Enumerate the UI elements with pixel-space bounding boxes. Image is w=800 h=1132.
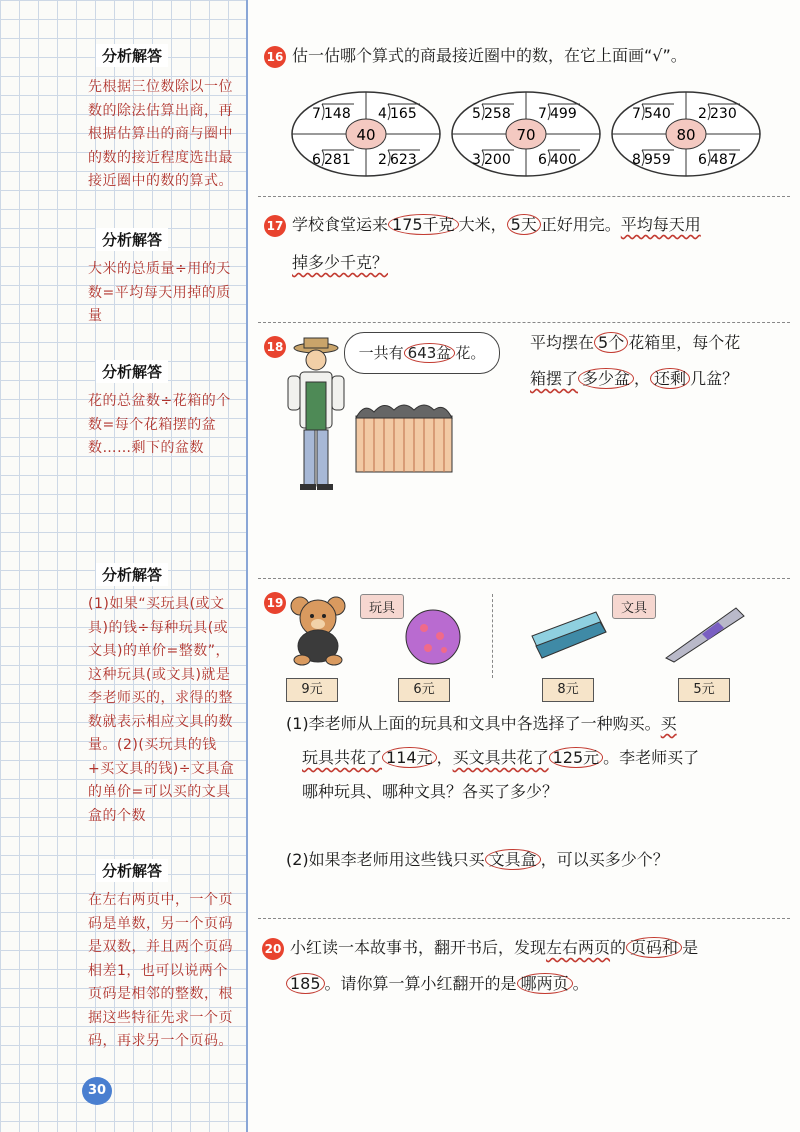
price-tag-ball: 6元 bbox=[398, 678, 450, 702]
svg-text:6: 6 bbox=[698, 152, 707, 168]
question-17-line-1: 学校食堂运来 175千克 大米， 5天 正好用完。平均每天用 bbox=[292, 215, 701, 234]
sidebar-edge-line bbox=[246, 0, 248, 1132]
circled-643: 643盆 bbox=[404, 343, 456, 363]
svg-text:3: 3 bbox=[472, 152, 481, 168]
svg-text:2: 2 bbox=[378, 152, 387, 168]
svg-text:4: 4 bbox=[378, 106, 387, 122]
circled-how-many: 多少盆 bbox=[578, 368, 634, 389]
division-8-959 bbox=[632, 150, 674, 168]
question-16-text: 估一估哪个算式的商最接近圈中的数，在它上面画“√”。 bbox=[292, 46, 687, 65]
question-20-badge: 20 bbox=[262, 938, 284, 960]
division-4-165 bbox=[378, 104, 420, 122]
circled-which-pages: 哪两页 bbox=[517, 973, 573, 994]
svg-text:230: 230 bbox=[710, 106, 737, 122]
question-20-line-2: 185 。请你算一算小红翻开的是 哪两页 。 bbox=[286, 966, 792, 1002]
svg-text:6: 6 bbox=[538, 152, 547, 168]
estimate-oval-1 bbox=[290, 90, 442, 182]
gardener-illustration bbox=[280, 336, 354, 496]
ball-image bbox=[404, 608, 462, 666]
question-18-line-1: 平均摆在 5个 花箱里，每个花 bbox=[530, 333, 741, 352]
question-19-part-1-line-2: 玩具共花了 114元 ，买文具共花了 125元 。李老师买了 bbox=[302, 748, 700, 767]
svg-text:8: 8 bbox=[632, 152, 641, 168]
circled-page-sum: 页码和 bbox=[626, 937, 682, 958]
estimate-oval-2 bbox=[450, 90, 602, 182]
svg-text:959: 959 bbox=[644, 152, 671, 168]
svg-text:7: 7 bbox=[312, 106, 321, 122]
svg-text:6: 6 bbox=[312, 152, 321, 168]
divider-17-18 bbox=[258, 322, 790, 323]
pencil-case-image bbox=[526, 606, 610, 666]
division-6-281 bbox=[312, 150, 354, 168]
division-2-623 bbox=[378, 150, 420, 168]
price-tag-pen: 5元 bbox=[678, 678, 730, 702]
circled-185: 185 bbox=[286, 973, 325, 994]
svg-text:540: 540 bbox=[644, 106, 671, 122]
circled-5-boxes: 5个 bbox=[594, 332, 628, 353]
page-number-badge: 30 bbox=[82, 1077, 112, 1105]
analysis-title-20: 分析解答 bbox=[96, 859, 168, 882]
svg-text:623: 623 bbox=[390, 152, 417, 168]
circled-5-days: 5天 bbox=[507, 214, 541, 235]
pen-image bbox=[660, 600, 750, 664]
stationery-label: 文具 bbox=[612, 594, 656, 619]
svg-text:400: 400 bbox=[550, 152, 577, 168]
analysis-text-16: 先根据三位数除以一位数的除法估算出商，再根据估算出的商与圈中的数的接近程度选出最接近圈中的数的算式。 bbox=[88, 79, 233, 189]
divider-18-19 bbox=[258, 578, 790, 579]
svg-text:281: 281 bbox=[324, 152, 351, 168]
division-7-540 bbox=[632, 104, 674, 122]
svg-text:148: 148 bbox=[324, 106, 351, 122]
svg-text:5: 5 bbox=[472, 106, 481, 122]
oval-2-center: 70 bbox=[516, 126, 536, 144]
speech-bubble: 一共有 643盆 花。 bbox=[344, 332, 500, 374]
circled-175kg: 175千克 bbox=[388, 214, 459, 235]
flower-box-illustration bbox=[354, 400, 454, 474]
price-tag-teddy: 9元 bbox=[286, 678, 338, 702]
price-tag-pencil-case: 8元 bbox=[542, 678, 594, 702]
circled-pencil-case: 文具盒 bbox=[485, 849, 541, 870]
svg-text:7: 7 bbox=[632, 106, 641, 122]
question-18-line-2: 箱摆了 多少盆 ， 还剩 几盆？ bbox=[530, 369, 739, 388]
analysis-text-17: 大米的总质量÷用的天数=平均每天用掉的质量 bbox=[88, 261, 231, 324]
svg-text:2: 2 bbox=[698, 106, 707, 122]
svg-text:200: 200 bbox=[484, 152, 511, 168]
main-content bbox=[258, 0, 800, 1132]
analysis-title-19: 分析解答 bbox=[96, 563, 168, 586]
question-19-part-2: (2)如果李老师用这些钱只买 文具盒 ，可以买多少个？ bbox=[286, 850, 669, 869]
toy-stationery-divider bbox=[492, 594, 493, 678]
svg-text:487: 487 bbox=[710, 152, 737, 168]
svg-text:258: 258 bbox=[484, 106, 511, 122]
svg-text:499: 499 bbox=[550, 106, 577, 122]
teddy-bear-image bbox=[286, 594, 350, 666]
analysis-title-18: 分析解答 bbox=[96, 360, 168, 383]
question-19-part-1-line-1: (1)李老师从上面的玩具和文具中各选择了一种购买。买 bbox=[286, 714, 677, 733]
question-17-badge: 17 bbox=[264, 215, 286, 237]
svg-text:165: 165 bbox=[390, 106, 417, 122]
analysis-sidebar bbox=[0, 0, 248, 1132]
division-3-200 bbox=[472, 150, 514, 168]
circled-125: 125元 bbox=[549, 747, 604, 768]
svg-text:7: 7 bbox=[538, 106, 547, 122]
analysis-text-20: 在左右两页中，一个页码是单数，另一个页码是双数，并且两个页码相差1，也可以说两个页码是相邻的整数，根据这些特征先求一个页码，再求另一个页码。 bbox=[88, 892, 233, 1049]
question-19-part-1-line-3: 哪种玩具、哪种文具？各买了多少？ bbox=[302, 782, 559, 801]
question-20-line-1: 小红读一本故事书，翻开书后，发现左右两页的 页码和 是 bbox=[290, 938, 699, 957]
division-2-230 bbox=[698, 104, 740, 122]
divider-19-20 bbox=[258, 918, 790, 919]
division-6-400 bbox=[538, 150, 580, 168]
divider-16-17 bbox=[258, 196, 790, 197]
toy-label: 玩具 bbox=[360, 594, 404, 619]
question-17-line-2: 掉多少千克？ bbox=[292, 253, 389, 272]
division-7-148 bbox=[312, 104, 354, 122]
oval-3-center: 80 bbox=[676, 126, 696, 144]
division-7-499 bbox=[538, 104, 580, 122]
division-6-487 bbox=[698, 150, 740, 168]
analysis-title-17: 分析解答 bbox=[96, 228, 168, 251]
circled-remaining: 还剩 bbox=[650, 368, 690, 389]
estimate-oval-3 bbox=[610, 90, 762, 182]
division-5-258 bbox=[472, 104, 514, 122]
analysis-text-18: 花的总盆数÷花箱的个数=每个花箱摆的盆数……剩下的盆数 bbox=[88, 393, 231, 456]
question-16-badge: 16 bbox=[264, 46, 286, 68]
oval-1-center: 40 bbox=[356, 126, 376, 144]
question-18-badge: 18 bbox=[264, 336, 286, 358]
question-19-badge: 19 bbox=[264, 592, 286, 614]
analysis-title-16: 分析解答 bbox=[96, 44, 168, 67]
circled-114: 114元 bbox=[382, 747, 437, 768]
analysis-text-19: (1)如果“买玩具(或文具)的钱÷每种玩具(或文具)的单价=整数”，这种玩具(或文具)就是李老师买的，求得的整数就表示相应文具的数量。(2)(买玩具的钱+买文具的钱)÷文具盒的单价=可以买的文具盒的个数 bbox=[88, 596, 235, 824]
